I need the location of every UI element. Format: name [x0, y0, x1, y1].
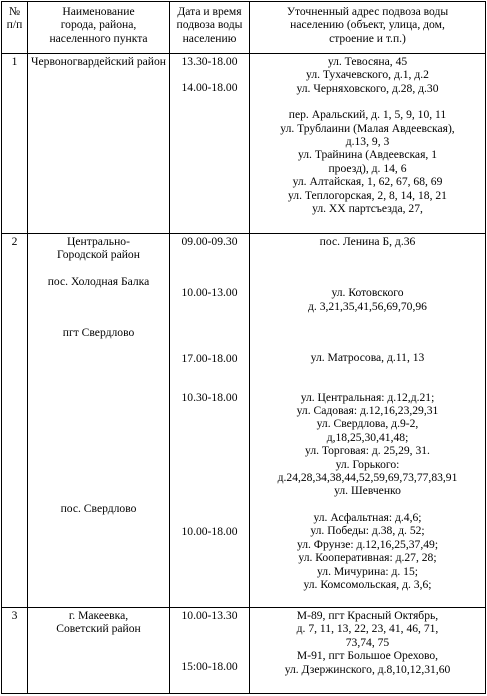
address-line: ул. Горького:: [335, 457, 400, 471]
address-line: ул. Трайнина (Авдеевская, 1: [297, 148, 437, 162]
address-line: ул. Тухачевского, д.1, д.2: [306, 68, 429, 82]
header-row: [2, 2, 486, 54]
address-line: ул. Комсомольская, д. 3,6;: [303, 577, 432, 591]
delivery-time: 09.00-09.30: [181, 235, 238, 248]
address-line: ул. Садовая: д.12,16,23,29,31: [296, 404, 439, 418]
row-times: [170, 608, 250, 694]
district-name: Червоногвардейский район: [30, 55, 167, 68]
address-line: пер. Аральский, д. 1, 5, 9, 10, 11: [288, 108, 447, 122]
address-line: д.24,28,34,38,44,52,59,69,73,77,83,91: [277, 471, 458, 485]
district-name: г. Макеевка,: [68, 609, 129, 622]
header-name-line: города, района,: [60, 18, 137, 32]
address-line: ул. Матросова, д.11, 13: [310, 351, 425, 365]
row-times: [170, 234, 250, 608]
delivery-time: 10.30-18.00: [181, 391, 238, 405]
address-line: ул. Черняховского, д.28, д.30: [296, 81, 439, 95]
address-line: ул. Асфальтная: д.4,6;: [313, 510, 422, 524]
header-name-line: населенного пункта: [49, 31, 148, 45]
table-row: [2, 54, 486, 234]
header-num-line: №: [8, 5, 21, 18]
delivery-time: 13.30-18.00: [181, 55, 238, 68]
row-num: 3: [2, 608, 28, 694]
address-line: ул. Алтайская, 1, 62, 67, 68, 69: [292, 175, 443, 189]
settlement-name: пос. Свердлово: [60, 501, 137, 515]
address-line: М-91, пгт Большое Орехово,: [296, 649, 439, 663]
settlement-name: пгт Свердлово: [62, 326, 135, 340]
settlement-name: пос. Холодная Балка: [47, 274, 150, 288]
row-name: [28, 54, 170, 234]
delivery-time: 14.00-18.00: [181, 81, 238, 95]
address-line: ул. Торговая: д. 25,29, 31.: [305, 444, 430, 458]
header-address-line: населению (объект, улица, дом,: [290, 18, 445, 32]
address-line: д. 3,21,35,41,56,69,70,96: [308, 299, 427, 313]
header-address-line: Уточненный адрес подвоза воды: [286, 5, 449, 18]
address-line: ул. Котовского: [331, 286, 404, 300]
header-num-line: п/п: [6, 18, 23, 32]
header-time-line: населению: [182, 31, 237, 45]
row-num: 2: [2, 234, 28, 608]
table-row: [2, 234, 486, 608]
header-num: [2, 2, 28, 54]
row-num: 1: [2, 54, 28, 234]
district-name: Советский район: [56, 622, 141, 636]
row-times: [170, 54, 250, 234]
water-schedule-table: [1, 1, 486, 694]
row-addresses: [250, 234, 486, 608]
row-addresses: [250, 54, 486, 234]
district-name: Центрально-: [67, 235, 130, 248]
header-time-line: подвоза воды: [176, 18, 243, 32]
header-name: [28, 2, 170, 54]
address-line: проезд), д. 14, 6: [328, 161, 407, 175]
address-line: М-89, пгт Красный Октябрь,: [296, 609, 439, 622]
address-line: ул. Шевченко: [334, 484, 401, 498]
table-row: [2, 608, 486, 694]
address-line: ул. Победы: д.38, д. 52;: [310, 524, 425, 538]
delivery-time: 15:00-18.00: [181, 660, 238, 674]
header-time: [170, 2, 250, 54]
delivery-time: 17.00-18.00: [181, 351, 238, 365]
delivery-time: 10.00-13.00: [181, 286, 238, 300]
row-name: [28, 234, 170, 608]
address-line: ул. Свердлова, д.9-2,: [316, 417, 419, 431]
address-line: ул. Фрунзе: д.12,16,25,37,49;: [296, 537, 439, 551]
address-line: д. 7, 11, 13, 22, 23, 41, 46, 71,: [296, 622, 439, 636]
header-name-line: Наименование: [62, 5, 135, 18]
district-name: Городской район: [57, 248, 140, 262]
address-line: 73,74, 75: [345, 635, 390, 649]
address-line: ул. Мичурина: д. 15;: [317, 564, 418, 578]
header-time-line: Дата и время: [177, 5, 242, 18]
address-line: ул. Кооперативная: д.27, 28;: [298, 551, 437, 565]
address-line: пос. Ленина Б, д.36: [319, 235, 416, 248]
header-address-line: строение и т.п.): [329, 31, 406, 45]
address-line: д,18,25,30,41,48;: [326, 430, 409, 444]
address-line: ул. Трублаини (Малая Авдеевская),: [280, 121, 455, 135]
address-line: ул. XX партсъезда, 27,: [312, 202, 423, 216]
address-line: д.13, 9, 3: [345, 135, 390, 149]
row-name: [28, 608, 170, 694]
header-address: [250, 2, 486, 54]
address-line: ул. Центральная: д.12,д.21;: [300, 390, 435, 404]
address-line: ул. Дзержинского, д.8,10,12,31,60: [284, 662, 451, 676]
delivery-time: 10.00-18.00: [181, 524, 238, 538]
address-line: ул. Тевосяна, 45: [327, 55, 408, 68]
row-addresses: [250, 608, 486, 694]
delivery-time: 10.00-13.30: [181, 609, 238, 622]
address-line: ул. Теплогорская, 2, 8, 14, 18, 21: [288, 188, 447, 202]
